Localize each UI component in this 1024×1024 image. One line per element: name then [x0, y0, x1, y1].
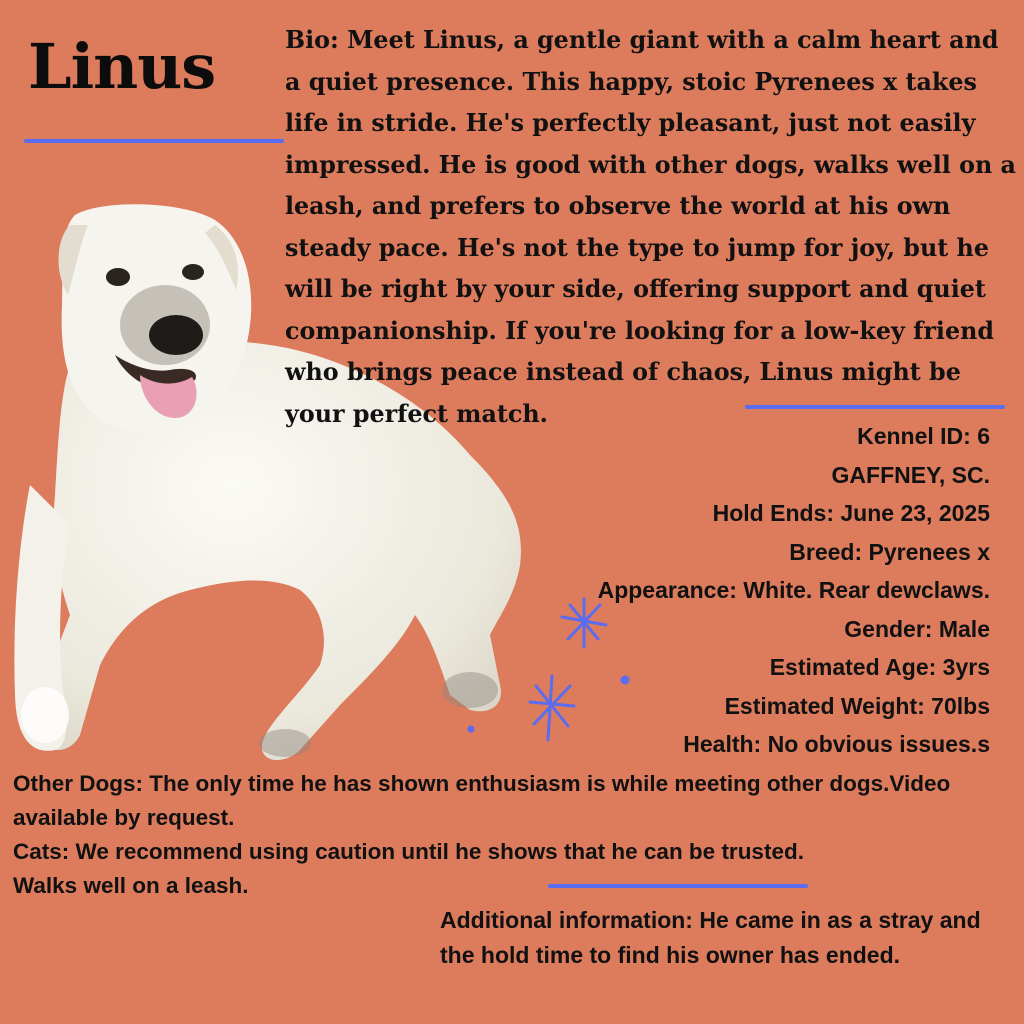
sparkle-icon	[556, 595, 612, 651]
title-underline	[24, 139, 284, 143]
estimated-age: Estimated Age: 3yrs	[769, 654, 990, 680]
bio-divider	[745, 405, 1005, 409]
bio-text: Bio: Meet Linus, a gentle giant with a calm heart and a quiet presence. This happy, stoic Pyrenees x takes life in stride. He's perfectly pleasant, just not easily impressed. He is good with other dogs, walks well on a leash, and prefers to observe the world at his own steady pace. He's not the type to jump for joy, but he will be right by your side, offering support and quiet companionship. If you're looking for a low-key friend who brings peace instead of chaos, Linus might be your perfect match.	[285, 26, 1016, 428]
additional-divider	[548, 884, 808, 888]
gender: Gender: Male	[844, 615, 990, 642]
dot-icon	[619, 674, 631, 686]
pet-name: Linus	[28, 30, 216, 103]
dot-icon	[466, 724, 476, 734]
estimated-weight: Estimated Weight: 70lbs	[724, 692, 990, 719]
hold-ends: Hold Ends: June 23, 2025	[712, 500, 990, 526]
other-dogs: Other Dogs: The only time he has shown enthusiasm is while meeting other dogs.Video available by request.	[13, 771, 951, 830]
leash: Walks well on a leash.	[13, 873, 249, 898]
sparkle-icon	[526, 672, 578, 744]
cats: Cats: We recommend using caution until he shows that he can be trusted.	[13, 839, 804, 864]
health: Health: No obvious issues.s	[683, 731, 990, 757]
location: GAFFNEY, SC.	[831, 461, 990, 488]
other-info	[13, 767, 1013, 903]
additional-info: Additional information: He came in as a stray and the hold time to find his owner has ended.	[440, 907, 981, 968]
breed: Breed: Pyrenees x	[789, 538, 990, 565]
appearance: Appearance: White. Rear dewclaws.	[597, 577, 990, 603]
kennel-id: Kennel ID: 6	[857, 423, 990, 449]
